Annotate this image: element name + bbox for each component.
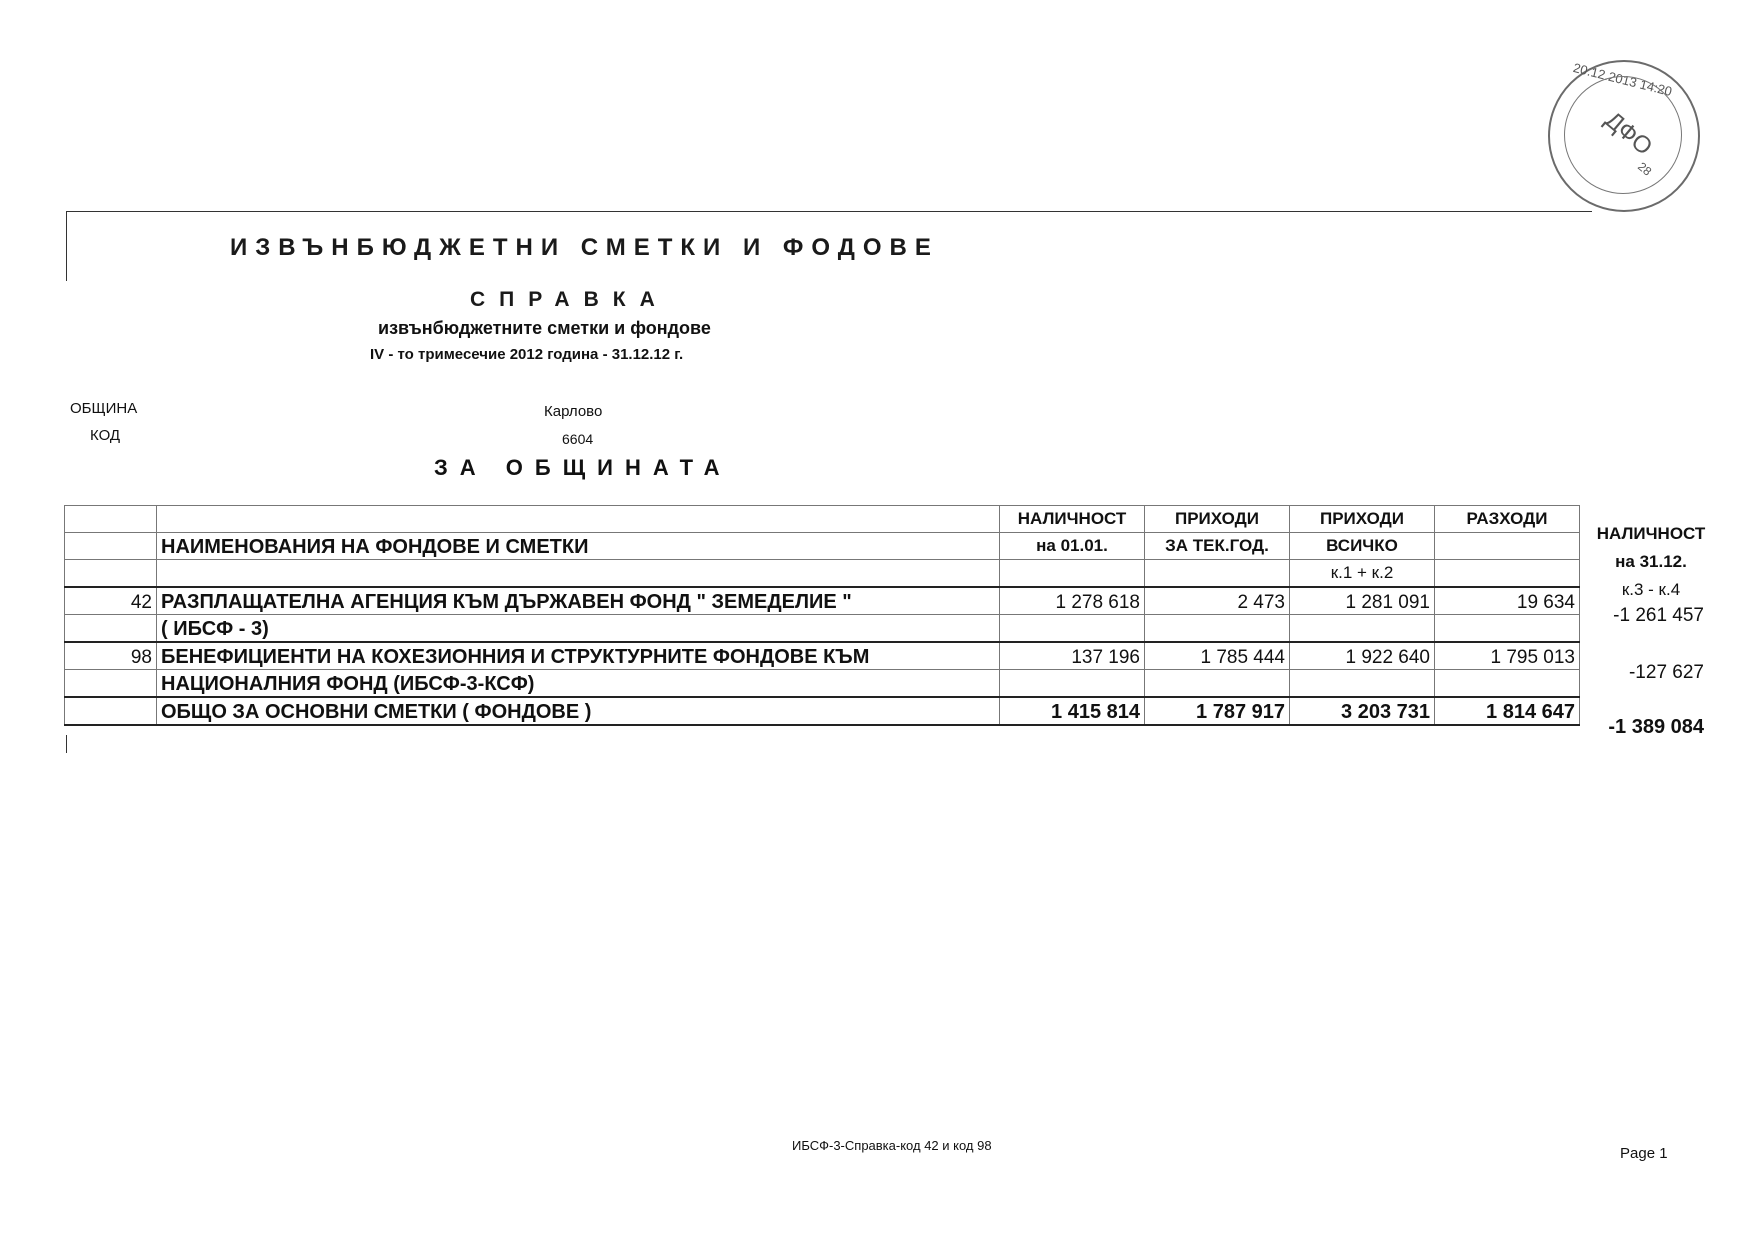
cell (1290, 670, 1435, 698)
header-row-2 (65, 533, 1580, 560)
col5-header-line1: НАЛИЧНОСТ (1596, 524, 1706, 543)
stamp-center: ДФО (1599, 106, 1658, 161)
row-name-line1: РАЗПЛАЩАТЕЛНА АГЕНЦИЯ КЪМ ДЪРЖАВЕН ФОНД " ЗЕМЕДЕЛИЕ " (157, 587, 1000, 615)
page-frame-left (66, 211, 67, 281)
page-frame-top (66, 211, 1592, 212)
cell (1435, 670, 1580, 698)
total-value: 3 203 731 (1290, 697, 1435, 725)
document-title: ИЗВЪНБЮДЖЕТНИ СМЕТКИ И ФОДОВЕ (230, 234, 939, 261)
cell (157, 506, 1000, 533)
total-row (65, 697, 1580, 725)
cell (1290, 615, 1435, 643)
total-value: -1 389 084 (1608, 716, 1704, 738)
col3-header-line2: ВСИЧКО (1290, 533, 1435, 560)
row-name-line2: ( ИБСФ - 3) (157, 615, 1000, 643)
document-subtitle-2: извънбюджетните сметки и фондове (378, 318, 711, 338)
col4-header-line1: РАЗХОДИ (1435, 506, 1580, 533)
row-value: 1 281 091 (1290, 587, 1435, 615)
col1-header-line1: НАЛИЧНОСТ (1000, 506, 1145, 533)
cell (65, 506, 157, 533)
row-value: 1 785 444 (1145, 642, 1290, 670)
header-row-3 (65, 560, 1580, 588)
name-header: НАИМЕНОВАНИЯ НА ФОНДОВЕ И СМЕТКИ (157, 533, 1000, 560)
cell (65, 697, 157, 725)
municipality-value: Карлово (544, 403, 603, 420)
cell (1145, 670, 1290, 698)
footer-filename: ИБСФ-3-Справка-код 42 и код 98 (792, 1138, 992, 1153)
col1-header-line3 (1000, 560, 1145, 588)
table-row (65, 587, 1580, 615)
row-value: 2 473 (1145, 587, 1290, 615)
table-row (65, 615, 1580, 643)
cell (1000, 615, 1145, 643)
cell (157, 560, 1000, 588)
row-value: 137 196 (1000, 642, 1145, 670)
total-label: ОБЩО ЗА ОСНОВНИ СМЕТКИ ( ФОНДОВЕ ) (157, 697, 1000, 725)
row-value: -1 261 457 (1613, 605, 1704, 626)
row-value: 1 795 013 (1435, 642, 1580, 670)
row-value: 19 634 (1435, 587, 1580, 615)
cell (65, 560, 157, 588)
col5-header-line2: на 31.12. (1615, 552, 1687, 571)
total-value: 1 787 917 (1145, 697, 1290, 725)
footer-page-number: Page 1 (1620, 1145, 1668, 1162)
row-value: 1 278 618 (1000, 587, 1145, 615)
page-frame-left-lower (66, 735, 67, 753)
code-label: КОД (90, 427, 121, 444)
header-row-1 (65, 506, 1580, 533)
row-name-line2: НАЦИОНАЛНИЯ ФОНД (ИБСФ-3-КСФ) (157, 670, 1000, 698)
col5-header-line3: к.3 - к.4 (1621, 580, 1681, 599)
stamp-date: 20.12.2013 14:20 (1571, 59, 1674, 100)
funds-table (64, 505, 1580, 726)
col2-header-line3 (1145, 560, 1290, 588)
section-title: ЗА ОБЩИНАТА (434, 455, 732, 480)
col4-header-line2 (1435, 533, 1580, 560)
total-value: 1 814 647 (1435, 697, 1580, 725)
stamp (1548, 60, 1700, 212)
row-code: 42 (65, 587, 157, 615)
document-subtitle: СПРАВКА (470, 288, 669, 311)
document-period: IV - то тримесечие 2012 година - 31.12.12 г. (370, 346, 684, 363)
cell (65, 615, 157, 643)
funds-table-area (64, 505, 1706, 738)
row-value: 1 922 640 (1290, 642, 1435, 670)
table-row (65, 642, 1580, 670)
cell (1435, 615, 1580, 643)
stamp-number: 28 (1635, 159, 1655, 179)
col3-header-line1: ПРИХОДИ (1290, 506, 1435, 533)
cell (65, 533, 157, 560)
code-value: 6604 (562, 431, 594, 447)
row-value: -127 627 (1628, 662, 1704, 683)
total-value: 1 415 814 (1000, 697, 1145, 725)
cell (1145, 615, 1290, 643)
col1-header-line2: на 01.01. (1000, 533, 1145, 560)
table-row (65, 670, 1580, 698)
row-code: 98 (65, 642, 157, 670)
municipality-label: ОБЩИНА (70, 400, 138, 417)
col4-header-line3 (1435, 560, 1580, 588)
row-name-line1: БЕНЕФИЦИЕНТИ НА КОХЕЗИОННИЯ И СТРУКТУРНИТЕ ФОНДОВЕ КЪМ (157, 642, 1000, 670)
col2-header-line2: ЗА ТЕК.ГОД. (1145, 533, 1290, 560)
cell (1000, 670, 1145, 698)
cell (65, 670, 157, 698)
col2-header-line1: ПРИХОДИ (1145, 506, 1290, 533)
col3-header-line3: к.1 + к.2 (1290, 560, 1435, 588)
